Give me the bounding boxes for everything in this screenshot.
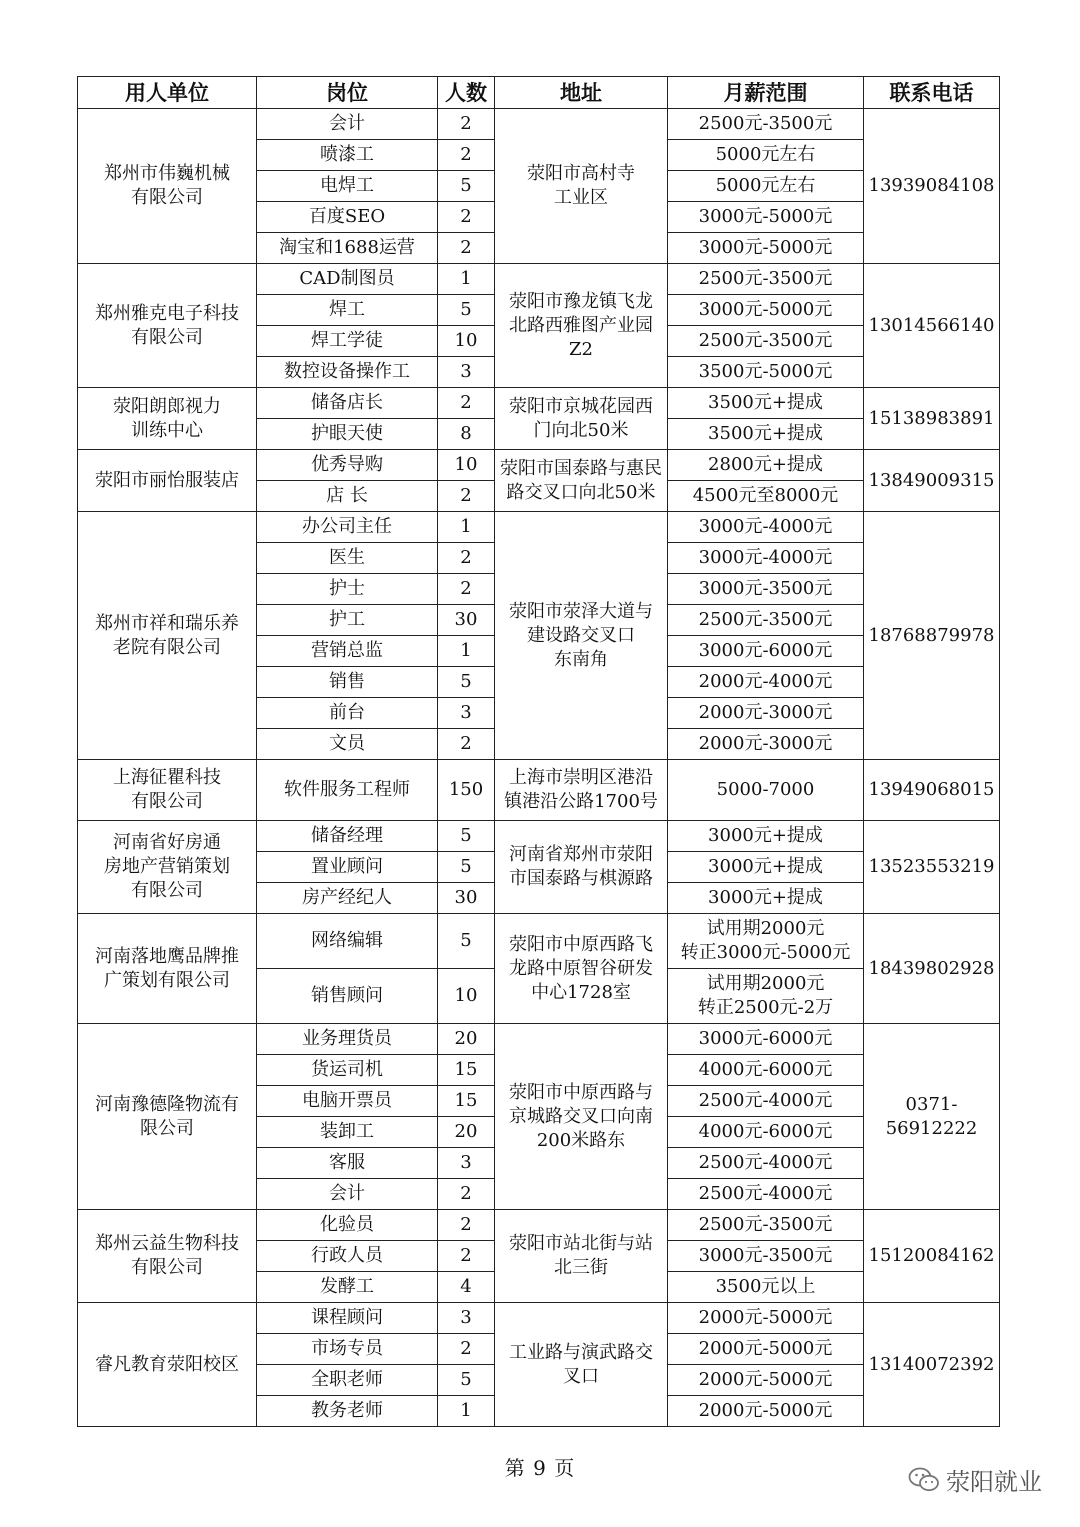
job-title: 优秀导购 xyxy=(257,450,438,481)
job-count: 20 xyxy=(438,1117,495,1148)
table-row xyxy=(78,821,1000,852)
job-salary: 3000元-3500元 xyxy=(668,574,864,605)
job-salary: 3000元-3500元 xyxy=(668,1241,864,1272)
company-address: 荥阳市高村寺 工业区 xyxy=(495,109,668,264)
job-salary: 3500元+提成 xyxy=(668,388,864,419)
company-address: 荥阳市中原西路与 京城路交叉口向南 200米路东 xyxy=(495,1024,668,1210)
company-phone: 13849009315 xyxy=(864,450,1000,512)
job-salary: 2500元-3500元 xyxy=(668,1210,864,1241)
job-title: 客服 xyxy=(257,1148,438,1179)
job-title: 淘宝和1688运营 xyxy=(257,233,438,264)
job-count: 1 xyxy=(438,512,495,543)
job-salary: 试用期2000元 转正2500元-2万 xyxy=(668,969,864,1024)
header-salary: 月薪范围 xyxy=(668,77,864,109)
job-title: 护工 xyxy=(257,605,438,636)
job-count: 3 xyxy=(438,698,495,729)
company-phone: 0371-56912222 xyxy=(864,1024,1000,1210)
table-row xyxy=(78,450,1000,481)
header-unit: 用人单位 xyxy=(78,77,257,109)
job-title: 焊工学徒 xyxy=(257,326,438,357)
table-row xyxy=(78,914,1000,969)
job-count: 1 xyxy=(438,1396,495,1427)
job-salary: 3000元+提成 xyxy=(668,852,864,883)
job-count: 2 xyxy=(438,543,495,574)
job-count: 150 xyxy=(438,760,495,821)
job-salary: 2500元-3500元 xyxy=(668,109,864,140)
company-address: 河南省郑州市荥阳 市国泰路与棋源路 xyxy=(495,821,668,914)
job-salary: 2500元-4000元 xyxy=(668,1148,864,1179)
job-title: 业务理货员 xyxy=(257,1024,438,1055)
page-number: 第 9 页 xyxy=(504,1456,576,1480)
table-row xyxy=(78,388,1000,419)
job-title: 课程顾问 xyxy=(257,1303,438,1334)
job-title: 置业顾问 xyxy=(257,852,438,883)
company-address: 荥阳市荥泽大道与 建设路交叉口 东南角 xyxy=(495,512,668,760)
job-count: 2 xyxy=(438,481,495,512)
job-title: 前台 xyxy=(257,698,438,729)
job-count: 2 xyxy=(438,574,495,605)
table-row xyxy=(78,760,1000,821)
job-salary: 2000元-3000元 xyxy=(668,698,864,729)
job-count: 3 xyxy=(438,1303,495,1334)
job-title: 行政人员 xyxy=(257,1241,438,1272)
company-phone: 18439802928 xyxy=(864,914,1000,1024)
job-title: 电脑开票员 xyxy=(257,1086,438,1117)
company-name: 睿凡教育荥阳校区 xyxy=(78,1303,257,1427)
company-name: 荥阳市丽怡服装店 xyxy=(78,450,257,512)
job-salary: 3000元-5000元 xyxy=(668,233,864,264)
job-count: 4 xyxy=(438,1272,495,1303)
job-salary: 2000元-4000元 xyxy=(668,667,864,698)
job-title: 销售 xyxy=(257,667,438,698)
table-row xyxy=(78,512,1000,543)
job-count: 5 xyxy=(438,295,495,326)
company-name: 河南豫德隆物流有 限公司 xyxy=(78,1024,257,1210)
job-count: 8 xyxy=(438,419,495,450)
job-count: 30 xyxy=(438,883,495,914)
watermark xyxy=(908,1462,1042,1497)
company-name: 郑州市伟巍机械 有限公司 xyxy=(78,109,257,264)
job-salary: 4000元-6000元 xyxy=(668,1117,864,1148)
job-salary: 2500元-3500元 xyxy=(668,326,864,357)
job-count: 30 xyxy=(438,605,495,636)
company-phone: 15138983891 xyxy=(864,388,1000,450)
job-title: 百度SEO xyxy=(257,202,438,233)
jobs-table xyxy=(77,76,1000,1427)
wechat-icon xyxy=(908,1466,940,1494)
job-title: 化验员 xyxy=(257,1210,438,1241)
company-address: 荥阳市豫龙镇飞龙 北路西雅图产业园 Z2 xyxy=(495,264,668,388)
table-row xyxy=(78,264,1000,295)
company-phone: 13014566140 xyxy=(864,264,1000,388)
job-count: 3 xyxy=(438,1148,495,1179)
job-title: 软件服务工程师 xyxy=(257,760,438,821)
job-count: 10 xyxy=(438,326,495,357)
job-salary: 2000元-5000元 xyxy=(668,1396,864,1427)
job-salary: 3500元-5000元 xyxy=(668,357,864,388)
company-address: 工业路与演武路交 叉口 xyxy=(495,1303,668,1427)
company-phone: 13939084108 xyxy=(864,109,1000,264)
company-phone: 13140072392 xyxy=(864,1303,1000,1427)
company-name: 郑州市祥和瑞乐养 老院有限公司 xyxy=(78,512,257,760)
company-address: 荥阳市中原西路飞 龙路中原智谷研发 中心1728室 xyxy=(495,914,668,1024)
job-title: 市场专员 xyxy=(257,1334,438,1365)
job-salary: 2000元-5000元 xyxy=(668,1365,864,1396)
company-name: 郑州雅克电子科技 有限公司 xyxy=(78,264,257,388)
job-title: 焊工 xyxy=(257,295,438,326)
company-address: 荥阳市京城花园西 门向北50米 xyxy=(495,388,668,450)
job-salary: 3500元以上 xyxy=(668,1272,864,1303)
job-salary: 试用期2000元 转正3000元-5000元 xyxy=(668,914,864,969)
job-salary: 3000元-6000元 xyxy=(668,636,864,667)
job-count: 5 xyxy=(438,171,495,202)
company-phone: 13949068015 xyxy=(864,760,1000,821)
job-count: 1 xyxy=(438,636,495,667)
header-phone: 联系电话 xyxy=(864,77,1000,109)
job-count: 2 xyxy=(438,1334,495,1365)
job-title: 喷漆工 xyxy=(257,140,438,171)
job-salary: 2000元-3000元 xyxy=(668,729,864,760)
job-count: 15 xyxy=(438,1055,495,1086)
job-salary: 5000元左右 xyxy=(668,140,864,171)
job-title: 发酵工 xyxy=(257,1272,438,1303)
job-count: 10 xyxy=(438,450,495,481)
job-count: 2 xyxy=(438,140,495,171)
job-count: 2 xyxy=(438,1210,495,1241)
job-count: 5 xyxy=(438,914,495,969)
job-title: 营销总监 xyxy=(257,636,438,667)
job-salary: 3500元+提成 xyxy=(668,419,864,450)
job-count: 2 xyxy=(438,1179,495,1210)
job-title: 会计 xyxy=(257,109,438,140)
job-count: 5 xyxy=(438,821,495,852)
job-title: 储备店长 xyxy=(257,388,438,419)
job-salary: 2500元-4000元 xyxy=(668,1086,864,1117)
job-title: CAD制图员 xyxy=(257,264,438,295)
job-count: 2 xyxy=(438,1241,495,1272)
job-count: 2 xyxy=(438,729,495,760)
company-name: 河南落地鹰品牌推 广策划有限公司 xyxy=(78,914,257,1024)
company-phone: 15120084162 xyxy=(864,1210,1000,1303)
table-row xyxy=(78,1210,1000,1241)
job-salary: 2500元-3500元 xyxy=(668,605,864,636)
job-count: 3 xyxy=(438,357,495,388)
job-salary: 5000元左右 xyxy=(668,171,864,202)
table-row xyxy=(78,1024,1000,1055)
job-title: 护士 xyxy=(257,574,438,605)
job-title: 护眼天使 xyxy=(257,419,438,450)
job-salary: 5000-7000 xyxy=(668,760,864,821)
job-salary: 3000元+提成 xyxy=(668,821,864,852)
job-title: 医生 xyxy=(257,543,438,574)
header-row xyxy=(78,77,1000,109)
job-title: 数控设备操作工 xyxy=(257,357,438,388)
job-salary: 3000元-4000元 xyxy=(668,512,864,543)
job-count: 5 xyxy=(438,1365,495,1396)
job-count: 20 xyxy=(438,1024,495,1055)
job-title: 装卸工 xyxy=(257,1117,438,1148)
job-count: 10 xyxy=(438,969,495,1024)
job-title: 办公司主任 xyxy=(257,512,438,543)
company-name: 河南省好房通 房地产营销策划 有限公司 xyxy=(78,821,257,914)
job-title: 全职老师 xyxy=(257,1365,438,1396)
job-count: 2 xyxy=(438,388,495,419)
job-title: 网络编辑 xyxy=(257,914,438,969)
job-salary: 2000元-5000元 xyxy=(668,1303,864,1334)
job-salary: 3000元-5000元 xyxy=(668,295,864,326)
job-salary: 3000元-5000元 xyxy=(668,202,864,233)
company-name: 郑州云益生物科技 有限公司 xyxy=(78,1210,257,1303)
job-title: 房产经纪人 xyxy=(257,883,438,914)
table-body xyxy=(78,109,1000,1427)
company-name: 荥阳朗郎视力 训练中心 xyxy=(78,388,257,450)
header-count: 人数 xyxy=(438,77,495,109)
job-count: 1 xyxy=(438,264,495,295)
job-count: 2 xyxy=(438,109,495,140)
header-address: 地址 xyxy=(495,77,668,109)
job-count: 2 xyxy=(438,233,495,264)
job-count: 5 xyxy=(438,852,495,883)
header-position: 岗位 xyxy=(257,77,438,109)
job-salary: 3000元-6000元 xyxy=(668,1024,864,1055)
job-title: 教务老师 xyxy=(257,1396,438,1427)
job-salary: 2500元-3500元 xyxy=(668,264,864,295)
job-title: 储备经理 xyxy=(257,821,438,852)
job-salary: 3000元+提成 xyxy=(668,883,864,914)
job-salary: 2800元+提成 xyxy=(668,450,864,481)
job-salary: 2500元-4000元 xyxy=(668,1179,864,1210)
watermark-text: 荥阳就业 xyxy=(946,1468,1042,1496)
company-address: 上海市崇明区港沿 镇港沿公路1700号 xyxy=(495,760,668,821)
job-title: 店 长 xyxy=(257,481,438,512)
job-count: 2 xyxy=(438,202,495,233)
job-title: 销售顾问 xyxy=(257,969,438,1024)
job-salary: 4000元-6000元 xyxy=(668,1055,864,1086)
company-name: 上海征瞿科技 有限公司 xyxy=(78,760,257,821)
job-salary: 2000元-5000元 xyxy=(668,1334,864,1365)
company-address: 荥阳市国泰路与惠民 路交叉口向北50米 xyxy=(495,450,668,512)
job-title: 文员 xyxy=(257,729,438,760)
job-title: 电焊工 xyxy=(257,171,438,202)
job-count: 15 xyxy=(438,1086,495,1117)
job-count: 5 xyxy=(438,667,495,698)
job-salary: 3000元-4000元 xyxy=(668,543,864,574)
job-title: 货运司机 xyxy=(257,1055,438,1086)
table-row xyxy=(78,1303,1000,1334)
company-phone: 13523553219 xyxy=(864,821,1000,914)
job-title: 会计 xyxy=(257,1179,438,1210)
table-row xyxy=(78,109,1000,140)
company-phone: 18768879978 xyxy=(864,512,1000,760)
job-salary: 4500元至8000元 xyxy=(668,481,864,512)
company-address: 荥阳市站北街与站 北三街 xyxy=(495,1210,668,1303)
